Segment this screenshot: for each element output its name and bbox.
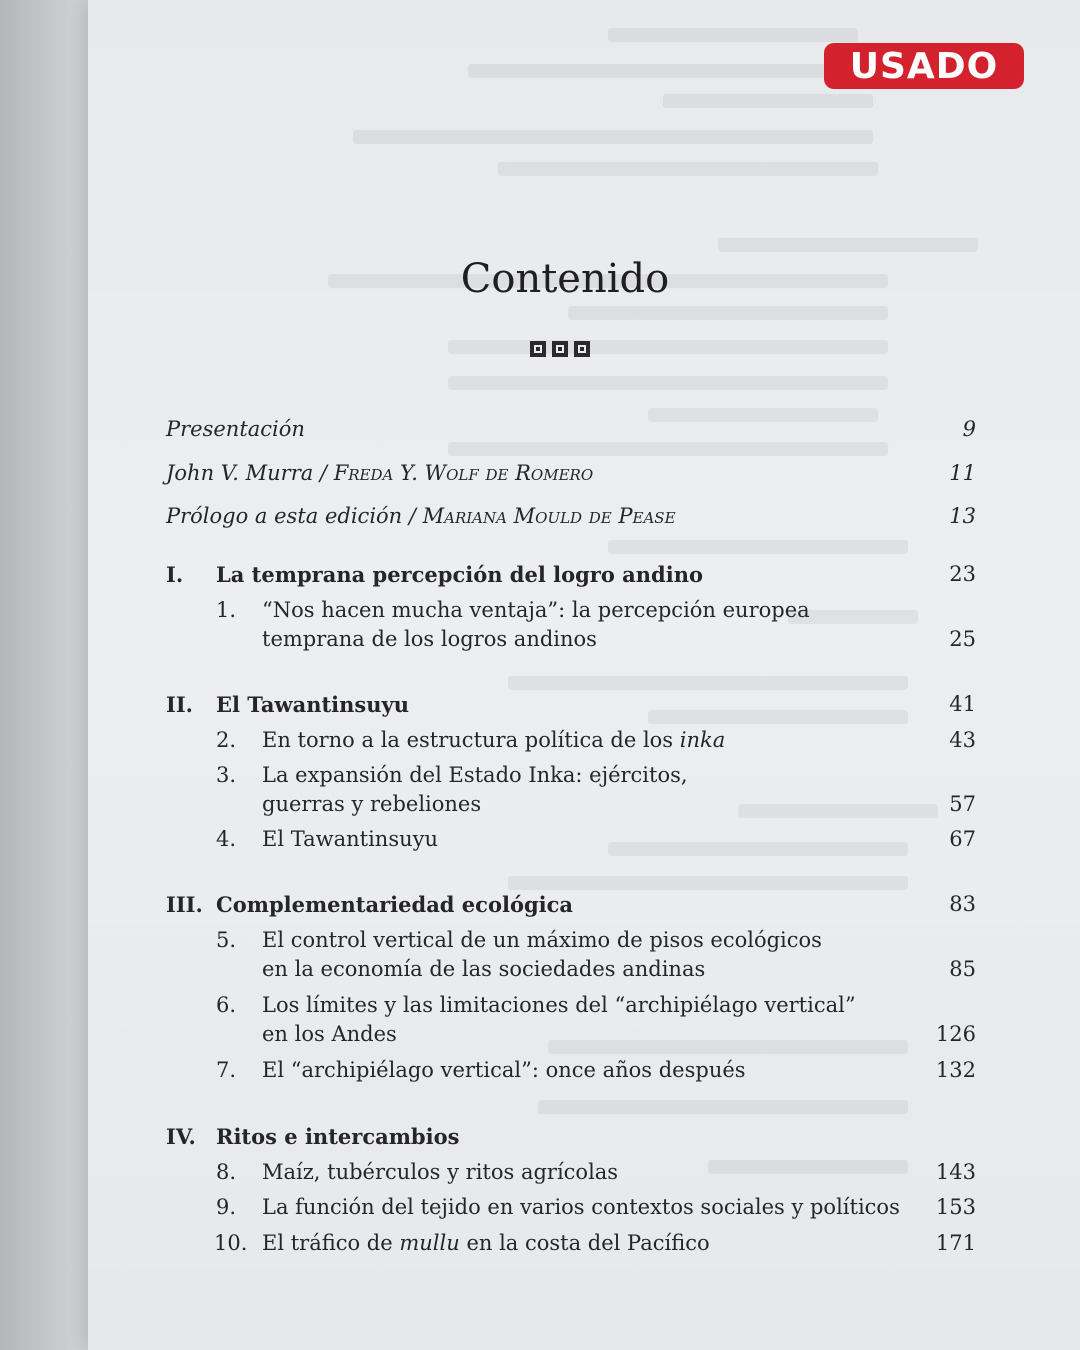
page-number: 83 (949, 892, 976, 916)
chapter-title-term: mullu (399, 1231, 460, 1255)
chapter-title: Maíz, tubérculos y ritos agrícolas (262, 1160, 619, 1184)
chapter-title: La función del tejido en varios contextos sociales y políticos (262, 1195, 900, 1219)
chapter-title-term: inka (679, 728, 726, 752)
chapter-title-part: El tráfico de (262, 1231, 400, 1255)
chapter-title: La expansión del Estado Inka: ejércitos, (262, 763, 688, 787)
chapter-number: 6. (216, 993, 237, 1017)
chapter-number: 7. (216, 1058, 237, 1082)
ornament-square-icon (574, 341, 590, 357)
page-number: 171 (935, 1231, 976, 1255)
chapter-number: 4. (216, 827, 237, 851)
page-number: 143 (935, 1160, 976, 1184)
ornament-square-icon (552, 341, 568, 357)
chapter-title-line2: en la economía de las sociedades andinas (262, 957, 706, 981)
page-number: 9 (962, 417, 976, 441)
page-number: 153 (935, 1195, 976, 1219)
chapter-number: 2. (216, 728, 237, 752)
toc-front-entry (166, 459, 976, 488)
chapter-title: El “archipiélago vertical”: once años después (262, 1058, 746, 1082)
page-number: 23 (949, 562, 976, 586)
chapter-title: El control vertical de un máximo de pisos ecológicos (262, 928, 822, 952)
chapter-number: 8. (216, 1160, 237, 1184)
chapter-number: 1. (216, 598, 237, 622)
author-name: Mariana Mould de Pease (422, 504, 676, 528)
page-number: 41 (949, 692, 976, 716)
page-number: 13 (949, 504, 976, 528)
chapter-title: Los límites y las limitaciones del “archipiélago vertical” (262, 993, 856, 1017)
part-numeral: II. (166, 692, 193, 717)
front-label: Presentación (166, 417, 305, 441)
part-title: El Tawantinsuyu (216, 692, 409, 717)
chapter-title-line2: temprana de los logros andinos (262, 627, 597, 651)
chapter-title (262, 1229, 710, 1258)
part-numeral: IV. (166, 1124, 196, 1149)
ornament-square-icon (530, 341, 546, 357)
author-name: Freda Y. Wolf de Romero (333, 461, 594, 485)
part-title: Complementariedad ecológica (216, 892, 573, 917)
chapter-title: “Nos hacen mucha ventaja”: la percepción europea (262, 598, 810, 622)
page-number: 85 (949, 957, 976, 981)
page-title: Contenido (460, 256, 670, 302)
part-title: Ritos e intercambios (216, 1124, 460, 1149)
chapter-title-line2: en los Andes (262, 1022, 397, 1046)
chapter-number: 9. (216, 1195, 237, 1219)
page-number: 132 (935, 1058, 976, 1082)
chapter-title: El Tawantinsuyu (262, 827, 439, 851)
page-number: 43 (949, 728, 976, 752)
used-badge: USADO (824, 43, 1024, 89)
page-number: 57 (949, 792, 976, 816)
page-number: 11 (949, 461, 976, 485)
part-title: La temprana percepción del logro andino (216, 562, 703, 587)
chapter-number: 10. (214, 1231, 248, 1255)
chapter-title-part: en la costa del Pacífico (459, 1231, 710, 1255)
chapter-title-line2: guerras y rebeliones (262, 792, 482, 816)
page-number: 25 (949, 627, 976, 651)
part-numeral: III. (166, 892, 203, 917)
toc-front-entry (166, 502, 976, 531)
toc-front-entry (166, 415, 976, 444)
chapter-title-part: En torno a la estructura política de los (262, 728, 680, 752)
front-label: John V. Murra / (166, 461, 334, 485)
ornament (530, 341, 590, 357)
chapter-number: 3. (216, 763, 237, 787)
book-gutter (0, 0, 92, 1350)
front-label: Prólogo a esta edición / (166, 504, 423, 528)
part-numeral: I. (166, 562, 184, 587)
page-number: 67 (949, 827, 976, 851)
chapter-number: 5. (216, 928, 237, 952)
page-number: 126 (935, 1022, 976, 1046)
chapter-title (262, 726, 725, 755)
